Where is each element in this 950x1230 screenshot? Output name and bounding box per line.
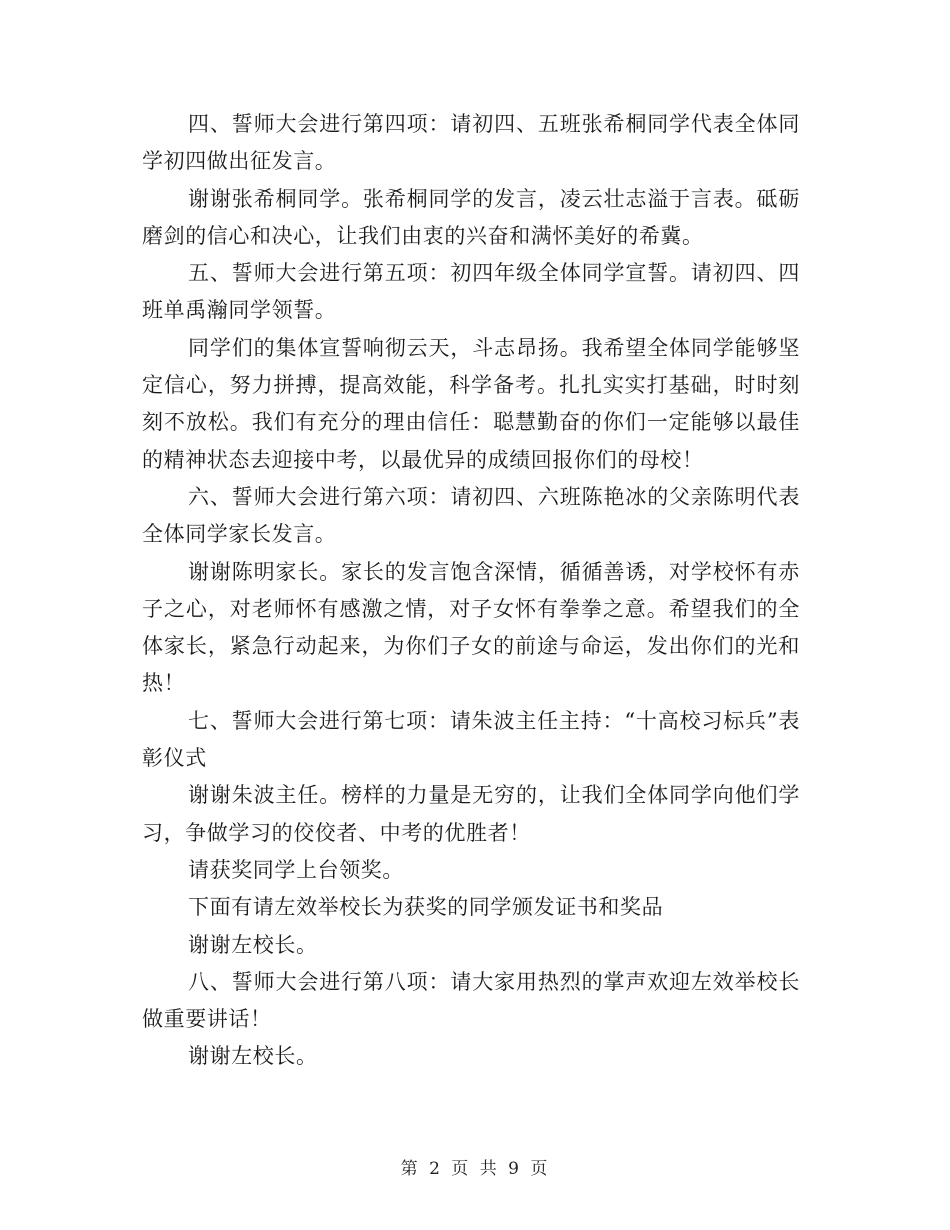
- paragraph-award-presenter: 下面有请左效举校长为获奖的同学颁发证书和奖品: [188, 895, 664, 920]
- page-number-footer: 第 2 页 共 9 页: [400, 1159, 550, 1179]
- paragraph-item-7: 七、誓师大会进行第七项：请朱波主任主持：“十高校习标兵”表彰仪式: [142, 708, 800, 771]
- paragraph-item-5: 五、誓师大会进行第五项：初四年级全体同学宣誓。请初四、四班单禹瀚同学领誓。: [142, 261, 800, 323]
- paragraph-thanks-zuo-2: 谢谢左校长。: [188, 1044, 318, 1069]
- paragraph-oath-response: 同学们的集体宣誓响彻云天，斗志昂扬。我希望全体同学能够坚定信心，努力拼搏，提高效能，科学备考。扎扎实实打基础，时时刻刻不放松。我们有充分的理由信任：聪慧勤奋的你们一定能够以最佳的精神状态去迎接中考，以最优异的成绩回报你们的母校！: [142, 335, 800, 472]
- paragraph-thanks-zhang: 谢谢张希桐同学。张希桐同学的发言，凌云壮志溢于言表。砥砺磨剑的信心和决心，让我们由衷的兴奋和满怀美好的希冀。: [142, 186, 800, 248]
- paragraph-item-4: 四、誓师大会进行第四项：请初四、五班张希桐同学代表全体同学初四做出征发言。: [142, 112, 800, 174]
- document-body: [142, 106, 800, 1076]
- paragraph-thanks-zhu: 谢谢朱波主任。榜样的力量是无穷的，让我们全体同学向他们学习，争做学习的佼佼者、中考的优胜者！: [142, 783, 800, 845]
- paragraph-award-invite: 请获奖同学上台领奖。: [188, 857, 404, 882]
- paragraph-item-8: 八、誓师大会进行第八项：请大家用热烈的掌声欢迎左效举校长做重要讲话！: [142, 969, 800, 1032]
- paragraph-thanks-chen: 谢谢陈明家长。家长的发言饱含深情，循循善诱，对学校怀有赤子之心，对老师怀有感激之情，对子女怀有拳拳之意。希望我们的全体家长，紧急行动起来，为你们子女的前途与命运，发出你们的光和热！: [142, 559, 800, 696]
- paragraph-thanks-zuo-1: 谢谢左校长。: [188, 932, 318, 957]
- paragraph-item-6: 六、誓师大会进行第六项：请初四、六班陈艳冰的父亲陈明代表全体同学家长发言。: [142, 484, 800, 547]
